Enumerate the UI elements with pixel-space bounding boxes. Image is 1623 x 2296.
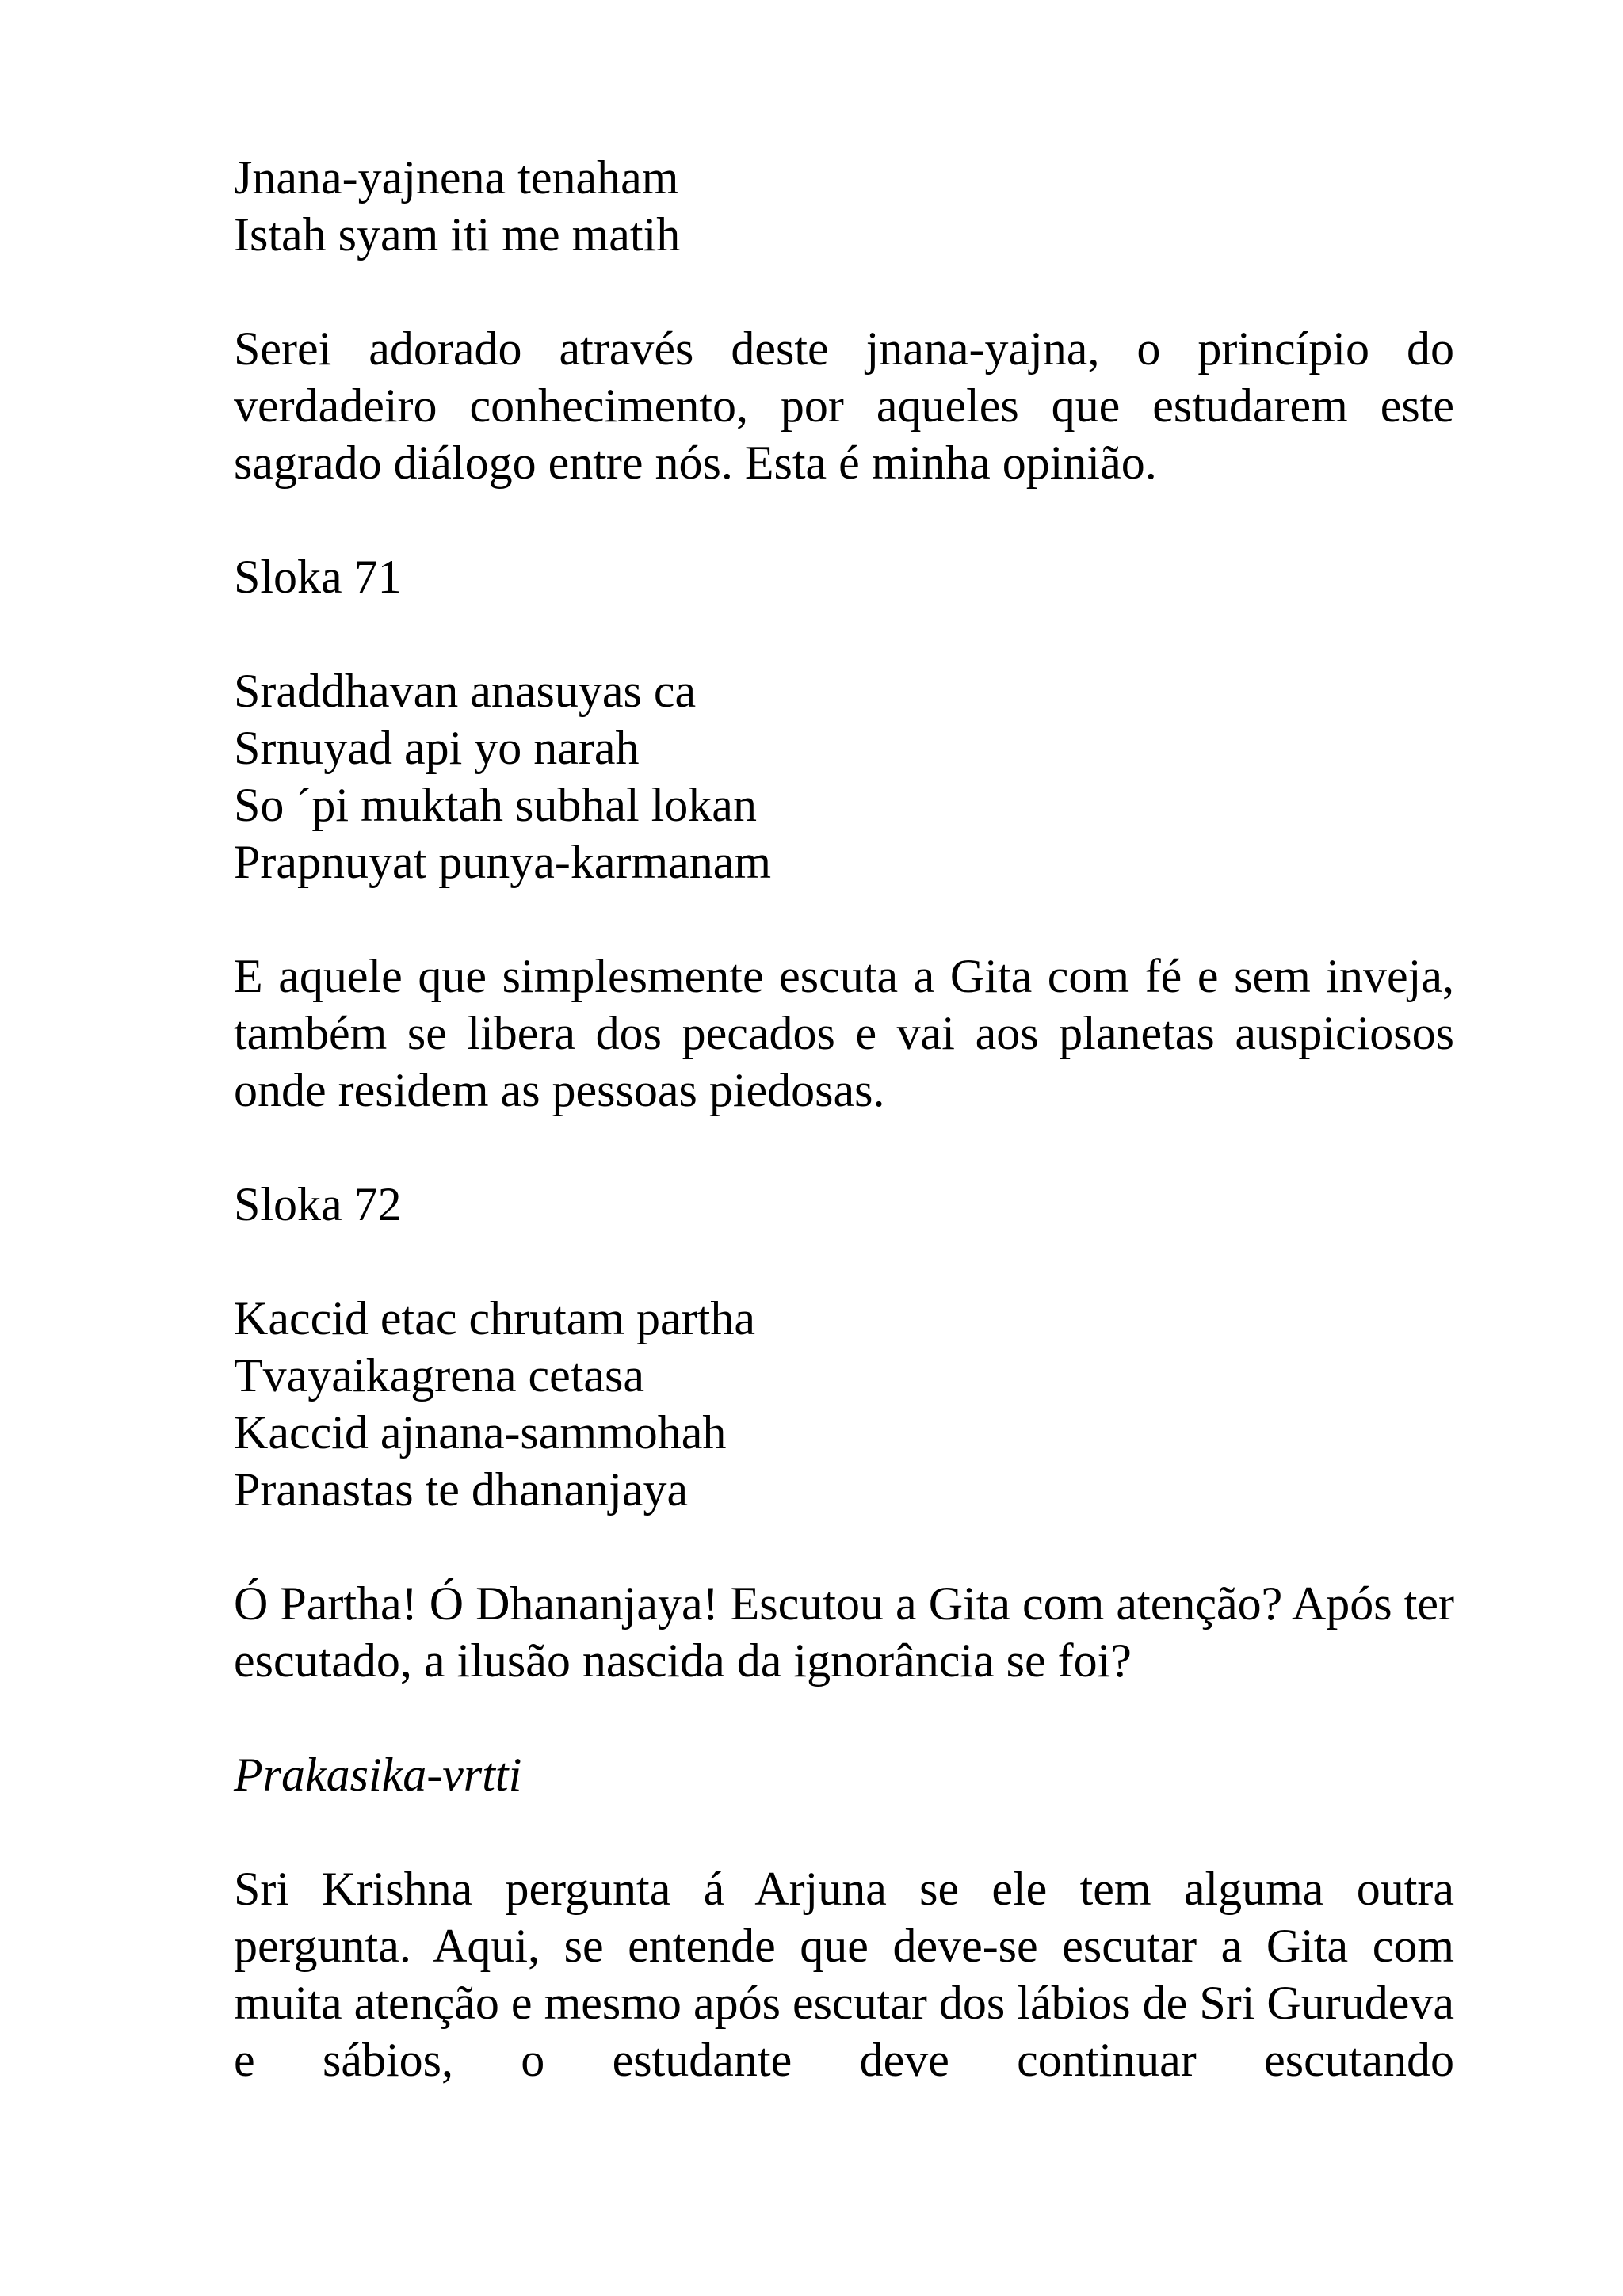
verse-72 <box>234 1290 1454 1518</box>
sloka-72-heading: Sloka 72 <box>234 1178 402 1230</box>
verse-70-end <box>234 149 1454 263</box>
translation-paragraph-70: Serei adorado através deste jnana-yajna, o princípio do verdadeiro conhecimento, por aqueles que estudarem este sagrado diálogo entre nós. Esta é minha opinião. <box>234 322 1454 489</box>
verse-line: Pranastas te dhananjaya <box>234 1463 689 1516</box>
translation-paragraph-72: Ó Partha! Ó Dhananjaya! Escutou a Gita com atenção? Após ter escutado, a ilusão nascida da ignorância se foi? <box>234 1577 1454 1687</box>
verse-line: Prapnuyat punya-karmanam <box>234 836 772 888</box>
verse-71 <box>234 662 1454 891</box>
commentary-heading: Prakasika-vrtti <box>234 1749 522 1801</box>
verse-line: Tvayaikagrena cetasa <box>234 1349 644 1402</box>
verse-line: Sraddhavan anasuyas ca <box>234 665 697 717</box>
verse-line: Istah syam iti me matih <box>234 208 681 261</box>
sloka-71-heading: Sloka 71 <box>234 551 402 603</box>
verse-line: So ´pi muktah subhal lokan <box>234 779 757 831</box>
verse-line: Kaccid ajnana-sammohah <box>234 1406 727 1459</box>
translation-paragraph-71: E aquele que simplesmente escuta a Gita com fé e sem inveja, também se libera dos pecados e vai aos planetas auspiciosos onde residem as pessoas piedosas. <box>234 950 1454 1116</box>
verse-line: Srnuyad api yo narah <box>234 722 640 774</box>
commentary-paragraph: Sri Krishna pergunta á Arjuna se ele tem alguma outra pergunta. Aqui, se entende que deve-se escutar a Gita com muita atenção e mesmo após escutar dos lábios de Sri Gurudeva e sábios, o estudante deve continuar escutando <box>234 1863 1454 2086</box>
verse-line: Jnana-yajnena tenaham <box>234 151 679 204</box>
page-content <box>234 149 1454 2088</box>
verse-line: Kaccid etac chrutam partha <box>234 1292 755 1344</box>
